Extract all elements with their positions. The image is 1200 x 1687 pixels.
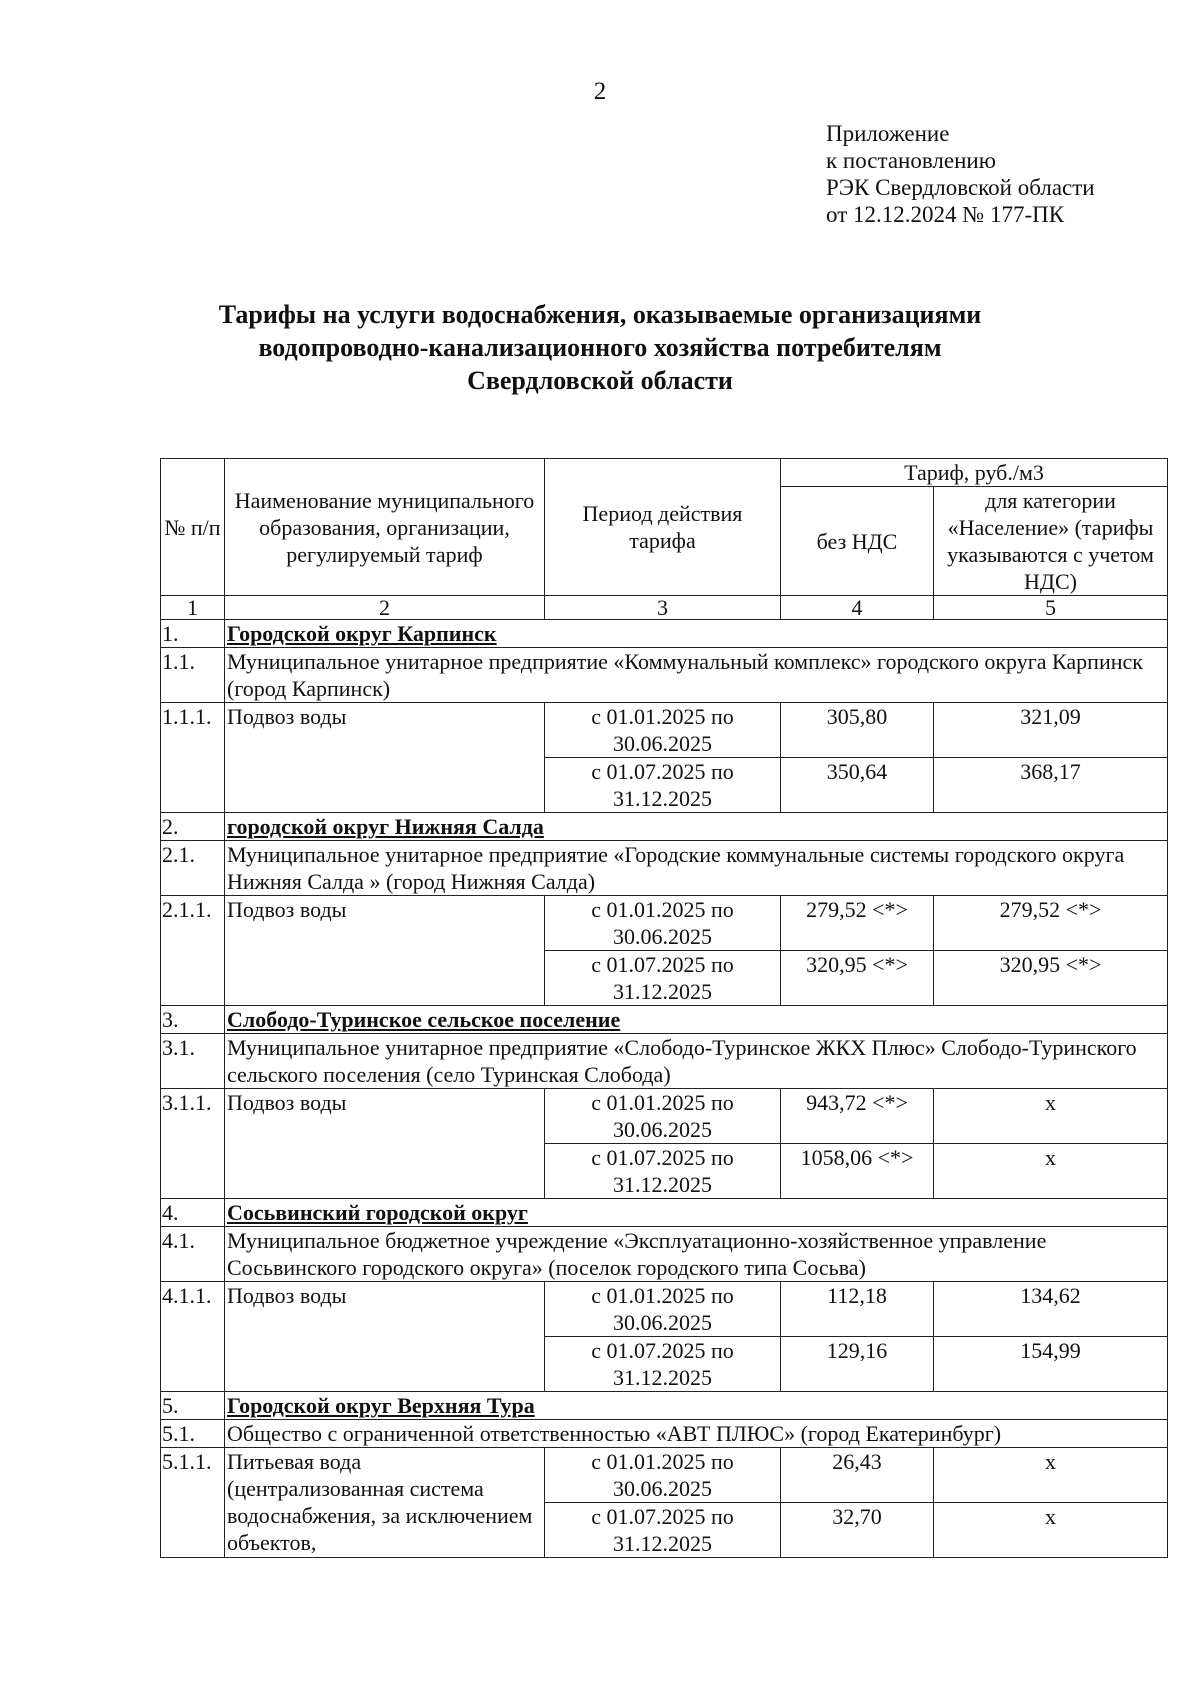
appendix-line: к постановлению	[826, 148, 996, 173]
document-title	[0, 298, 1200, 397]
appendix-block	[826, 120, 1095, 228]
title-line: водопроводно-канализационного хозяйства потребителям	[258, 333, 942, 362]
organization-name: Муниципальное унитарное предприятие «Коммунальный комплекс» городского округа Карпинск (город Карпинск)	[225, 648, 1168, 703]
population-cell: х	[934, 1144, 1168, 1199]
page-number: 2	[593, 78, 607, 105]
organization-number: 3.1.	[161, 1034, 225, 1089]
column-number: 1	[161, 596, 225, 620]
section-row	[161, 1392, 1168, 1420]
section-name: городской округ Нижняя Салда	[225, 813, 1168, 841]
period-cell: с 01.01.2025 по 30.06.2025	[545, 1448, 781, 1503]
period-cell: с 01.07.2025 по 31.12.2025	[545, 758, 781, 813]
tariff-row	[161, 896, 1168, 951]
tariff-row	[161, 1282, 1168, 1337]
no-vat-cell: 320,95 <*>	[781, 951, 934, 1006]
period-cell: с 01.01.2025 по 30.06.2025	[545, 1282, 781, 1337]
no-vat-cell: 32,70	[781, 1503, 934, 1558]
organization-name: Муниципальное унитарное предприятие «Слободо-Туринское ЖКХ Плюс» Слободо-Туринского сельского поселения (село Туринская Слобода)	[225, 1034, 1168, 1089]
no-vat-cell: 129,16	[781, 1337, 934, 1392]
period-cell: с 01.07.2025 по 31.12.2025	[545, 951, 781, 1006]
population-cell: х	[934, 1503, 1168, 1558]
header-tariff: Тариф, руб./м3	[781, 459, 1168, 487]
no-vat-cell: 350,64	[781, 758, 934, 813]
header-name: Наименование муниципального образования, организации, регулируемый тариф	[225, 459, 545, 596]
service-number: 4.1.1.	[161, 1282, 225, 1392]
column-numbers-row	[161, 596, 1168, 620]
population-cell: х	[934, 1448, 1168, 1503]
service-name: Подвоз воды	[225, 896, 545, 1006]
organization-row	[161, 841, 1168, 896]
organization-number: 5.1.	[161, 1420, 225, 1448]
tariff-row	[161, 703, 1168, 758]
column-number: 4	[781, 596, 934, 620]
title-line: Тарифы на услуги водоснабжения, оказываемые организациями	[218, 300, 982, 329]
section-row	[161, 1006, 1168, 1034]
organization-row	[161, 1420, 1168, 1448]
organization-name: Муниципальное бюджетное учреждение «Эксплуатационно-хозяйственное управление Сосьвинского городского округа» (поселок городского типа Сосьва)	[225, 1227, 1168, 1282]
section-number: 3.	[161, 1006, 225, 1034]
period-cell: с 01.01.2025 по 30.06.2025	[545, 896, 781, 951]
section-number: 5.	[161, 1392, 225, 1420]
service-name: Подвоз воды	[225, 1282, 545, 1392]
appendix-line: Приложение	[826, 121, 950, 146]
column-number: 2	[225, 596, 545, 620]
no-vat-cell: 279,52 <*>	[781, 896, 934, 951]
population-cell: 320,95 <*>	[934, 951, 1168, 1006]
period-cell: с 01.01.2025 по 30.06.2025	[545, 1089, 781, 1144]
section-name: Сосьвинский городской округ	[225, 1199, 1168, 1227]
service-number: 5.1.1.	[161, 1448, 225, 1558]
column-number: 5	[934, 596, 1168, 620]
section-number: 4.	[161, 1199, 225, 1227]
column-number: 3	[545, 596, 781, 620]
section-name: Городской округ Карпинск	[225, 620, 1168, 648]
service-number: 1.1.1.	[161, 703, 225, 813]
section-row	[161, 1199, 1168, 1227]
tariff-row	[161, 1448, 1168, 1503]
service-name: Подвоз воды	[225, 703, 545, 813]
section-row	[161, 620, 1168, 648]
population-cell: 279,52 <*>	[934, 896, 1168, 951]
section-number: 2.	[161, 813, 225, 841]
tariff-table	[160, 458, 1168, 1558]
section-number: 1.	[161, 620, 225, 648]
no-vat-cell: 305,80	[781, 703, 934, 758]
period-cell: с 01.07.2025 по 31.12.2025	[545, 1503, 781, 1558]
population-cell: 368,17	[934, 758, 1168, 813]
population-cell: х	[934, 1089, 1168, 1144]
appendix-line: от 12.12.2024 № 177-ПК	[826, 202, 1065, 227]
organization-number: 1.1.	[161, 648, 225, 703]
organization-name: Муниципальное унитарное предприятие «Городские коммунальные системы городского округа Нижняя Салда » (город Нижняя Салда)	[225, 841, 1168, 896]
tariff-row	[161, 1089, 1168, 1144]
no-vat-cell: 1058,06 <*>	[781, 1144, 934, 1199]
population-cell: 154,99	[934, 1337, 1168, 1392]
appendix-line: РЭК Свердловской области	[826, 175, 1095, 200]
period-cell: с 01.07.2025 по 31.12.2025	[545, 1337, 781, 1392]
organization-row	[161, 1034, 1168, 1089]
period-cell: с 01.07.2025 по 31.12.2025	[545, 1144, 781, 1199]
header-no-vat: без НДС	[781, 487, 934, 596]
period-cell: с 01.01.2025 по 30.06.2025	[545, 703, 781, 758]
header-population: для категории «Население» (тарифы указываются с учетом НДС)	[934, 487, 1168, 596]
section-name: Слободо-Туринское сельское поселение	[225, 1006, 1168, 1034]
title-line: Свердловской области	[467, 366, 733, 395]
header-num: № п/п	[161, 459, 225, 596]
service-name: Питьевая вода (централизованная система водоснабжения, за исключением объектов,	[225, 1448, 545, 1558]
population-cell: 321,09	[934, 703, 1168, 758]
population-cell: 134,62	[934, 1282, 1168, 1337]
organization-row	[161, 1227, 1168, 1282]
organization-number: 2.1.	[161, 841, 225, 896]
organization-number: 4.1.	[161, 1227, 225, 1282]
service-number: 3.1.1.	[161, 1089, 225, 1199]
section-name: Городской округ Верхняя Тура	[225, 1392, 1168, 1420]
service-name: Подвоз воды	[225, 1089, 545, 1199]
service-number: 2.1.1.	[161, 896, 225, 1006]
no-vat-cell: 26,43	[781, 1448, 934, 1503]
section-row	[161, 813, 1168, 841]
header-period: Период действия тарифа	[545, 459, 781, 596]
no-vat-cell: 112,18	[781, 1282, 934, 1337]
no-vat-cell: 943,72 <*>	[781, 1089, 934, 1144]
organization-name: Общество с ограниченной ответственностью «АВТ ПЛЮС» (город Екатеринбург)	[225, 1420, 1168, 1448]
organization-row	[161, 648, 1168, 703]
